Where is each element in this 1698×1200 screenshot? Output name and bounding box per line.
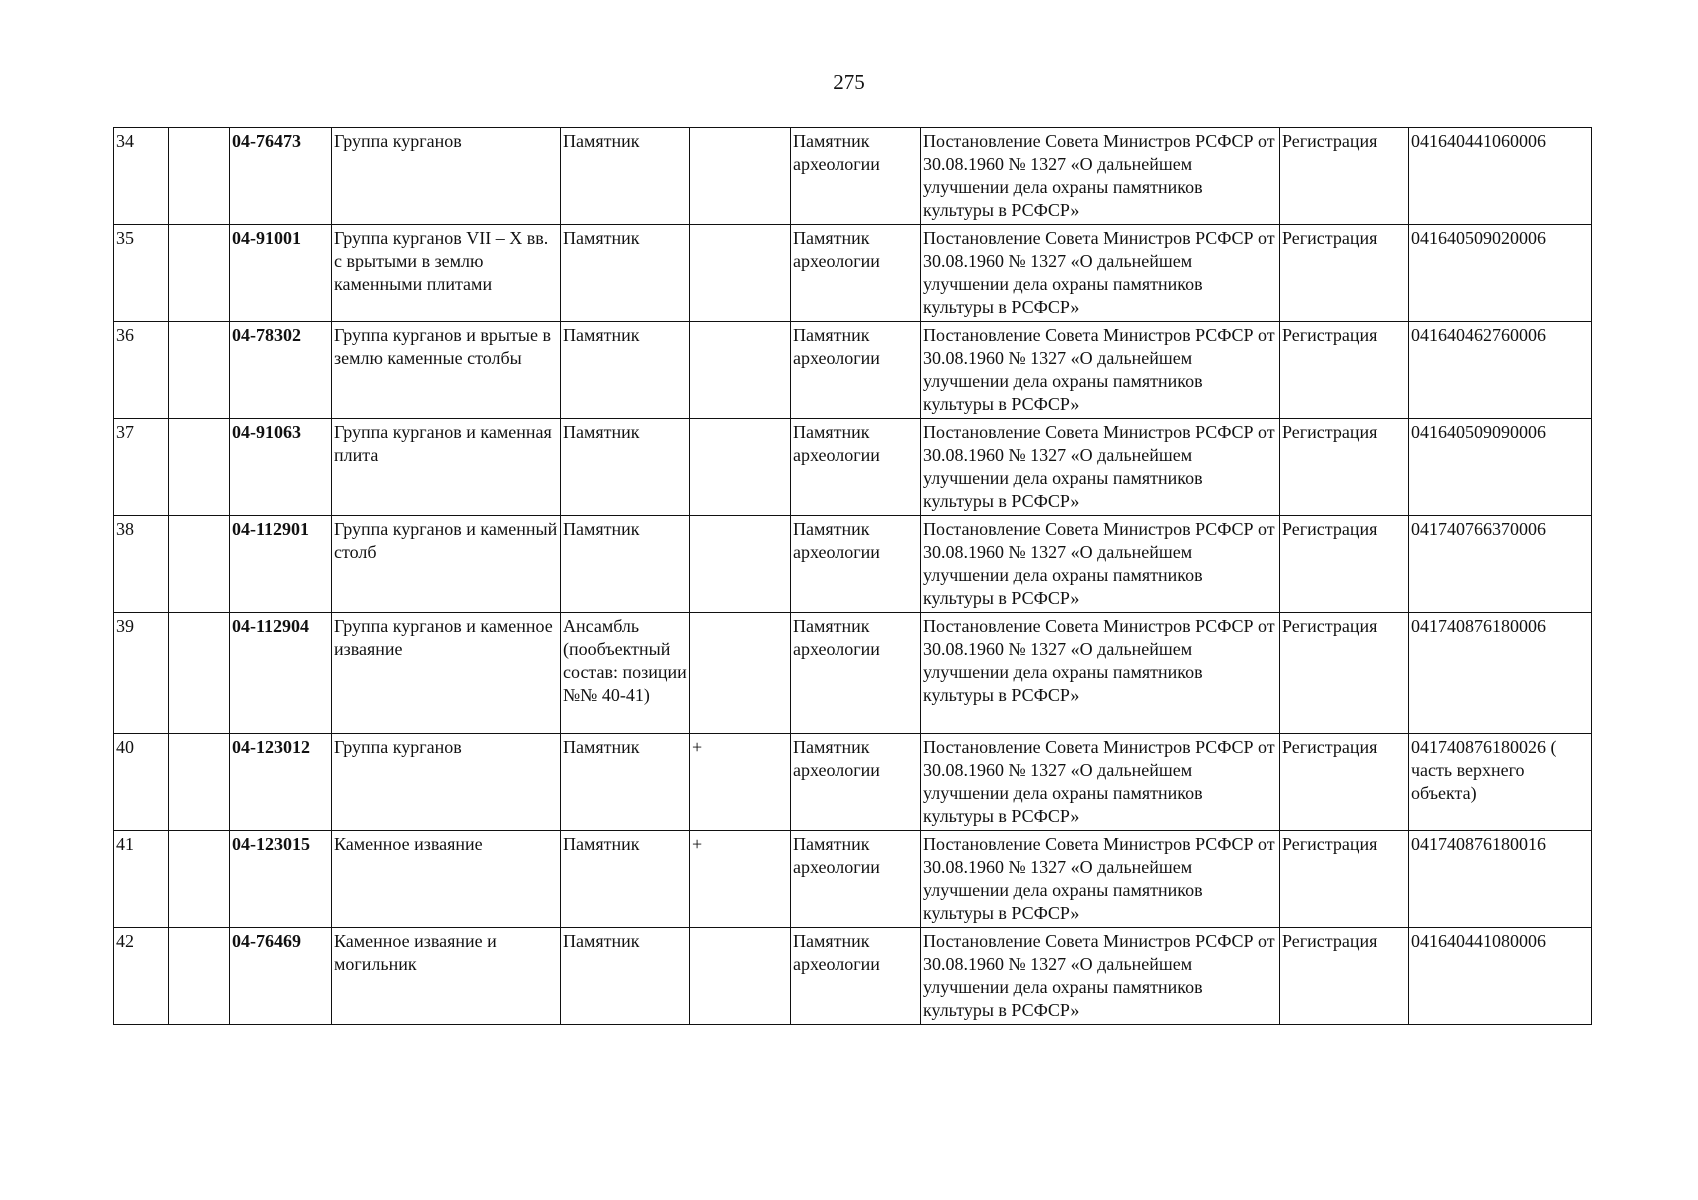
status-cell: Регистрация [1280, 128, 1409, 225]
blank-cell [169, 734, 230, 831]
mark-cell [690, 613, 791, 734]
status-cell: Регистрация [1280, 831, 1409, 928]
mark-cell: + [690, 831, 791, 928]
registry-code-cell: 04-123015 [230, 831, 332, 928]
row-number-cell: 39 [114, 613, 169, 734]
registration-number-cell: 041640441080006 [1409, 928, 1592, 1025]
category-cell: Памятник археологии [791, 928, 921, 1025]
registry-code-cell: 04-91001 [230, 225, 332, 322]
status-cell: Регистрация [1280, 734, 1409, 831]
row-number-cell: 41 [114, 831, 169, 928]
table-row [114, 128, 1592, 225]
object-kind-cell: Памятник [561, 322, 690, 419]
registry-code-cell: 04-76473 [230, 128, 332, 225]
row-number-cell: 40 [114, 734, 169, 831]
legal-document-cell: Постановление Совета Министров РСФСР от 30.08.1960 № 1327 «О дальнейшем улучшении дела охраны памятников культуры в РСФСР» [921, 928, 1280, 1025]
mark-cell [690, 128, 791, 225]
blank-cell [169, 928, 230, 1025]
registry-code-cell: 04-78302 [230, 322, 332, 419]
blank-cell [169, 128, 230, 225]
legal-document-cell: Постановление Совета Министров РСФСР от 30.08.1960 № 1327 «О дальнейшем улучшении дела охраны памятников культуры в РСФСР» [921, 128, 1280, 225]
table-row [114, 419, 1592, 516]
status-cell: Регистрация [1280, 225, 1409, 322]
registry-code-cell: 04-91063 [230, 419, 332, 516]
object-name-cell: Группа курганов [332, 734, 561, 831]
blank-cell [169, 225, 230, 322]
category-cell: Памятник археологии [791, 322, 921, 419]
registration-number-cell: 041640462760006 [1409, 322, 1592, 419]
row-number-cell: 42 [114, 928, 169, 1025]
object-kind-cell: Памятник [561, 831, 690, 928]
legal-document-cell: Постановление Совета Министров РСФСР от 30.08.1960 № 1327 «О дальнейшем улучшении дела охраны памятников культуры в РСФСР» [921, 516, 1280, 613]
table-row [114, 225, 1592, 322]
registration-number-cell: 041640509090006 [1409, 419, 1592, 516]
blank-cell [169, 831, 230, 928]
row-number-cell: 34 [114, 128, 169, 225]
blank-cell [169, 516, 230, 613]
table-row [114, 734, 1592, 831]
category-cell: Памятник археологии [791, 613, 921, 734]
status-cell: Регистрация [1280, 928, 1409, 1025]
object-kind-cell: Памятник [561, 419, 690, 516]
page-number: 275 [833, 70, 865, 94]
object-kind-cell: Памятник [561, 928, 690, 1025]
category-cell: Памятник археологии [791, 734, 921, 831]
mark-cell [690, 516, 791, 613]
registration-number-cell: 041740876180016 [1409, 831, 1592, 928]
category-cell: Памятник археологии [791, 419, 921, 516]
object-kind-cell: Памятник [561, 128, 690, 225]
row-number-cell: 37 [114, 419, 169, 516]
legal-document-cell: Постановление Совета Министров РСФСР от 30.08.1960 № 1327 «О дальнейшем улучшении дела охраны памятников культуры в РСФСР» [921, 225, 1280, 322]
object-name-cell: Группа курганов и каменный столб [332, 516, 561, 613]
status-cell: Регистрация [1280, 322, 1409, 419]
mark-cell [690, 225, 791, 322]
legal-document-cell: Постановление Совета Министров РСФСР от 30.08.1960 № 1327 «О дальнейшем улучшении дела охраны памятников культуры в РСФСР» [921, 419, 1280, 516]
registry-code-cell: 04-112904 [230, 613, 332, 734]
blank-cell [169, 322, 230, 419]
registry-code-cell: 04-123012 [230, 734, 332, 831]
object-name-cell: Группа курганов и каменная плита [332, 419, 561, 516]
status-cell: Регистрация [1280, 613, 1409, 734]
blank-cell [169, 613, 230, 734]
row-number-cell: 36 [114, 322, 169, 419]
registration-number-cell: 041640509020006 [1409, 225, 1592, 322]
registry-code-cell: 04-112901 [230, 516, 332, 613]
table-row [114, 516, 1592, 613]
category-cell: Памятник археологии [791, 516, 921, 613]
object-name-cell: Группа курганов VII – X вв. с врытыми в землю каменными плитами [332, 225, 561, 322]
category-cell: Памятник археологии [791, 225, 921, 322]
object-name-cell: Группа курганов и каменное изваяние [332, 613, 561, 734]
object-kind-cell: Памятник [561, 516, 690, 613]
category-cell: Памятник археологии [791, 831, 921, 928]
heritage-registry-table [113, 127, 1592, 1025]
status-cell: Регистрация [1280, 419, 1409, 516]
mark-cell [690, 322, 791, 419]
registry-code-cell: 04-76469 [230, 928, 332, 1025]
mark-cell [690, 928, 791, 1025]
registration-number-cell: 041740766370006 [1409, 516, 1592, 613]
row-number-cell: 35 [114, 225, 169, 322]
legal-document-cell: Постановление Совета Министров РСФСР от 30.08.1960 № 1327 «О дальнейшем улучшении дела охраны памятников культуры в РСФСР» [921, 322, 1280, 419]
object-kind-cell: Ансамбль (пообъектный состав: позиции №№ 40-41) [561, 613, 690, 734]
registration-number-cell: 041740876180006 [1409, 613, 1592, 734]
registration-number-cell: 041740876180026 ( часть верхнего объекта) [1409, 734, 1592, 831]
row-number-cell: 38 [114, 516, 169, 613]
object-kind-cell: Памятник [561, 225, 690, 322]
registration-number-cell: 041640441060006 [1409, 128, 1592, 225]
legal-document-cell: Постановление Совета Министров РСФСР от 30.08.1960 № 1327 «О дальнейшем улучшении дела охраны памятников культуры в РСФСР» [921, 613, 1280, 734]
table-row [114, 831, 1592, 928]
table-row [114, 322, 1592, 419]
object-name-cell: Группа курганов [332, 128, 561, 225]
category-cell: Памятник археологии [791, 128, 921, 225]
object-name-cell: Группа курганов и врытые в землю каменные столбы [332, 322, 561, 419]
status-cell: Регистрация [1280, 516, 1409, 613]
mark-cell [690, 419, 791, 516]
object-name-cell: Каменное изваяние [332, 831, 561, 928]
table-body [114, 128, 1592, 1025]
table-row [114, 928, 1592, 1025]
mark-cell: + [690, 734, 791, 831]
table-row [114, 613, 1592, 734]
legal-document-cell: Постановление Совета Министров РСФСР от 30.08.1960 № 1327 «О дальнейшем улучшении дела охраны памятников культуры в РСФСР» [921, 831, 1280, 928]
object-name-cell: Каменное изваяние и могильник [332, 928, 561, 1025]
blank-cell [169, 419, 230, 516]
object-kind-cell: Памятник [561, 734, 690, 831]
legal-document-cell: Постановление Совета Министров РСФСР от 30.08.1960 № 1327 «О дальнейшем улучшении дела охраны памятников культуры в РСФСР» [921, 734, 1280, 831]
